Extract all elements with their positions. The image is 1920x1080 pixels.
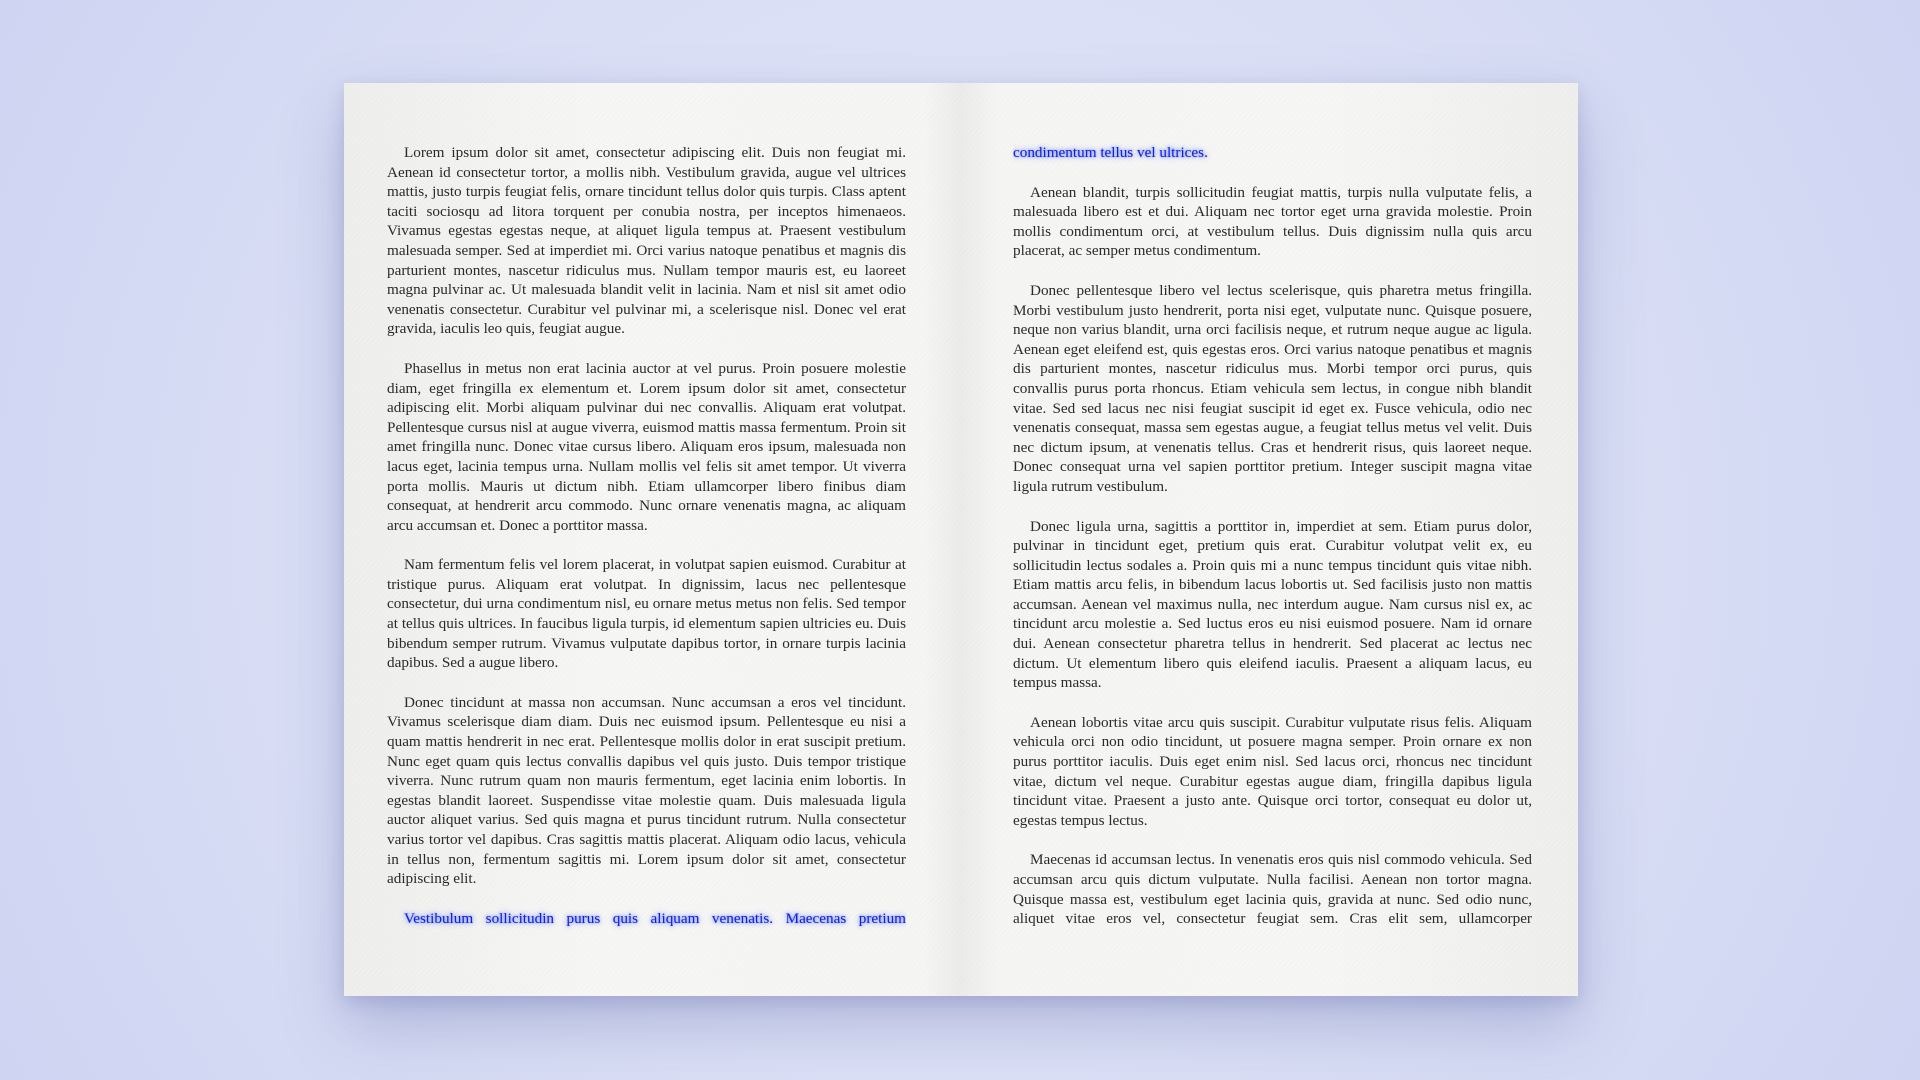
paragraph: Lorem ipsum dolor sit amet, consectetur adipiscing elit. Duis non feugiat mi. Aenean id consectetur tortor, a mollis nibh. Vestibulum gravida, augue vel ultrices mattis, justo turpis feugiat felis, ornare tincidunt tellus dolor quis turpis. Class aptent taciti sociosqu ad litora torquent per conubia nostra, per inceptos himenaeos. Vivamus egestas egestas neque, at aliquet ligula tempus at. Praesent vestibulum malesuada semper. Sed at imperdiet mi. Orci varius natoque penatibus et magnis dis parturient montes, nascetur ridiculus mus. Nullam tempor mauris est, eu laoreet magna pulvinar ac. Ut malesuada blandit velit in lacinia. Nam et nisl sit amet odio venenatis consectetur. Curabitur vel pulvinar mi, a scelerisque nisl. Donec vel erat gravida, iaculis leo quis, feugiat augue. <box>387 144 906 338</box>
paragraph: Donec ligula urna, sagittis a porttitor in, imperdiet at sem. Etiam purus dolor, pulvinar in tincidunt eget, pretium quis erat. Curabitur volutpat velit ex, eu sollicitudin lectus sodales a. Proin quis mi a nunc tempus tincidunt quis vitae nibh. Etiam mattis arcu felis, in bibendum lacus lobortis ut. Sed facilisis justo non mattis accumsan. Aenean vel maximus nulla, nec interdum augue. Nam cursus nisl ex, ac tincidunt arcu molestie a. Sed luctus eros eu nisi euismod posuere. Nam id ornare dui. Aenean consectetur pharetra tellus in hendrerit. Sed placerat ac lectus nec dictum. Ut elementum libero quis eleifend iaculis. Praesent a aliquam lacus, eu tempus massa. <box>1013 517 1532 692</box>
paragraph: Donec tincidunt at massa non accumsan. Nunc accumsan a eros vel tincidunt. Vivamus scelerisque diam diam. Duis nec euismod ipsum. Pellentesque eu nisi a quam mattis hendrerit in nec erat. Pellentesque mollis dolor in erat suscipit pretium. Nunc eget quam quis lectus convallis dapibus vel quis justo. Duis tempor tristique viverra. Nunc rutrum quam non mauris fermentum, eget lacinia enim lobortis. In egestas blandit laoreet. Suspendisse vitae molestie quam. Duis malesuada ligula auctor aliquet varius. Sed quis magna et purus tincidunt rutrum. Nulla consectetur varius tortor vel dapibus. Cras sagittis mattis placerat. Aliquam odio lacus, vehicula in tellus non, fermentum sagittis mi. Lorem ipsum dolor sit amet, consectetur adipiscing elit. <box>387 693 906 888</box>
highlighted-paragraph-end[interactable] <box>1013 143 1532 163</box>
text-highlight[interactable]: condimentum tellus vel ultrices. <box>1013 144 1208 161</box>
paragraph: Phasellus in metus non erat lacinia auctor at vel purus. Proin posuere molestie diam, eget fringilla ex elementum et. Lorem ipsum dolor sit amet, consectetur adipiscing elit. Morbi aliquam pulvinar dui nec convallis. Aliquam erat volutpat. Pellentesque cursus nisl at augue viverra, euismod mattis massa fermentum. Proin sit amet fringilla nunc. Donec vitae cursus libero. Aliquam eros ipsum, malesuada non lacus eget, lacinia tempus urna. Nullam mollis vel felis sit amet tempor. Ut viverra porta mollis. Mauris ut dictum nibh. Etiam ullamcorper libero finibus diam consequat, at hendrerit arcu commodo. Nunc ornare venenatis magna, ac aliquam arcu accumsan et. Donec a porttitor massa. <box>387 359 906 534</box>
left-page <box>387 143 906 943</box>
right-page <box>1013 143 1532 943</box>
paragraph: Donec pellentesque libero vel lectus scelerisque, quis pharetra metus fringilla. Morbi vestibulum justo hendrerit, porta nisi eget, vulputate nunc. Quisque posuere, neque non varius blandit, urna orci facilisis neque, et rutrum neque augue ac ligula. Aenean eget eleifend est, quis egestas eros. Orci varius natoque penatibus et magnis dis parturient montes, nascetur ridiculus mus. Morbi tempor orci purus, quis convallis purus porta rhoncus. Etiam vehicula sem lectus, in congue nibh blandit vitae. Sed sed lacus nec nisi feugiat suscipit id eget ex. Fusce vehicula, odio nec venenatis consequat, massa sem egestas augue, a feugiat tellus metus vel velit. Duis nec dictum ipsum, at venenatis tellus. Cras et hendrerit risus, quis laoreet neque. Donec consequat urna vel sapien porttitor pretium. Integer suscipit magna vitae ligula rutrum vestibulum. <box>1013 281 1532 495</box>
paragraph: Aenean blandit, turpis sollicitudin feugiat mattis, turpis nulla vulputate felis, a malesuada libero est et dui. Aliquam nec tortor eget urna gravida molestie. Proin mollis condimentum orci, at vestibulum tellus. Duis dignissim nulla quis arcu placerat, ac semper metus condimentum. <box>1013 183 1532 260</box>
open-book <box>344 83 1578 996</box>
paragraph: Maecenas id accumsan lectus. In venenatis eros quis nisl commodo vehicula. Sed accumsan arcu quis dictum vulputate. Nulla facilisi. Aenean non tortor magna. Quisque massa est, vestibulum eget lacinia quis, gravida at nunc. Sed odio nunc, aliquet vitae eros vel, consectetur feugiat sem. Cras elit sem, ullamcorper <box>1013 851 1532 928</box>
paragraph: Aenean lobortis vitae arcu quis suscipit. Curabitur vulputate risus felis. Aliquam vehicula orci non odio tincidunt, ut posuere magna semper. Proin ornare ex non purus porttitor iaculis. Duis eget enim nisl. Sed lacus orci, rhoncus nec tincidunt vitae, dictum vel neque. Curabitur egestas augue diam, fringilla dapibus ligula tincidunt vitae. Praesent a justo ante. Quisque orci tortor, consequat eu dolor ut, egestas tempus lectus. <box>1013 713 1532 829</box>
highlighted-paragraph-start[interactable] <box>387 909 906 929</box>
text-highlight[interactable]: Vestibulum sollicitudin purus quis aliquam venenatis. Maecenas pretium <box>404 909 906 927</box>
paragraph: Nam fermentum felis vel lorem placerat, in volutpat sapien euismod. Curabitur at tristique purus. Aliquam erat volutpat. In dignissim, lacus nec pellentesque consectetur, dui urna condimentum nisl, eu ornare metus metus non felis. Sed tempor at tellus quis ultrices. In faucibus ligula turpis, id elementum sapien ultricies eu. Duis bibendum semper rutrum. Vivamus vulputate dapibus tortor, in ornare turpis lacinia dapibus. Sed a augue libero. <box>387 556 906 672</box>
